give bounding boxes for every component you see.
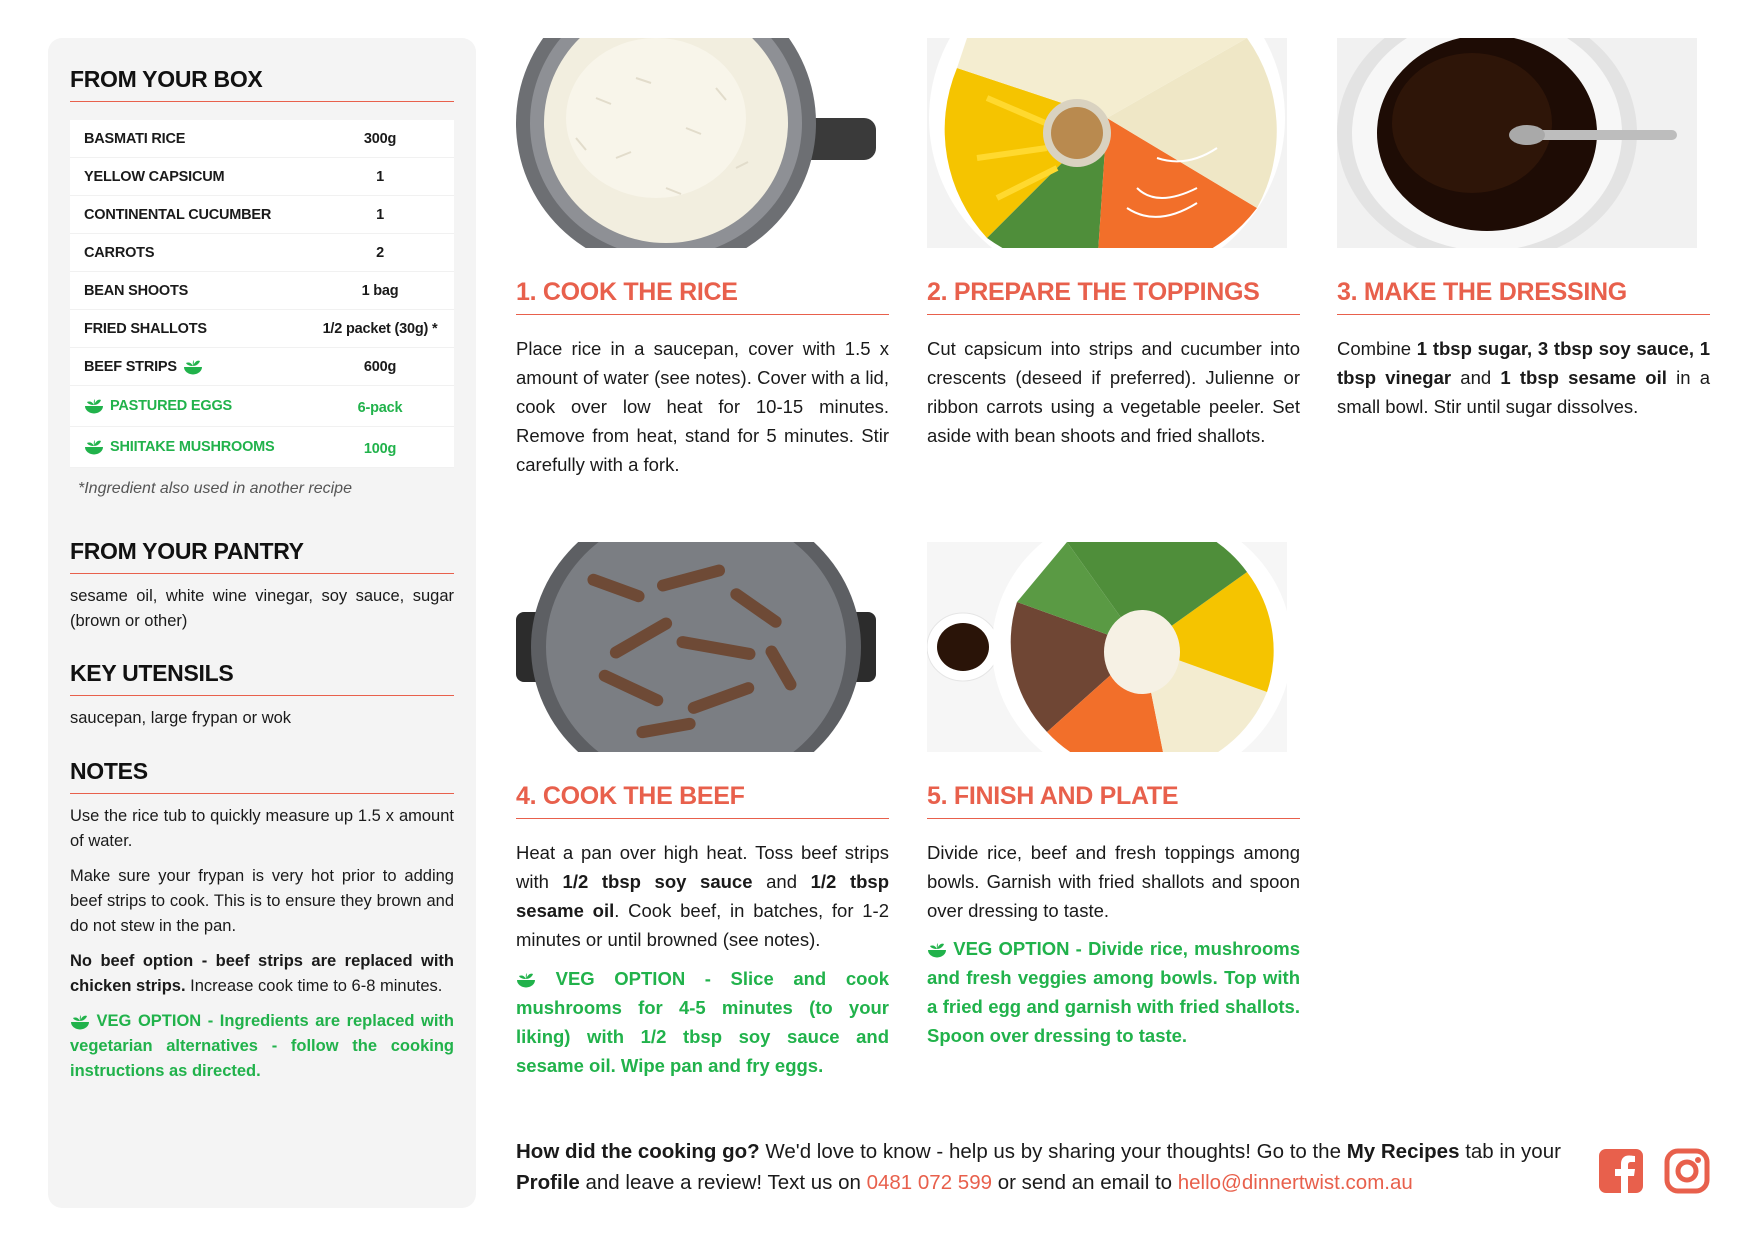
- ingredient-qty: 1/2 packet (30g) *: [322, 321, 438, 337]
- ingredient-qty: 600g: [363, 359, 397, 375]
- step-3-text-bold: 1 tbsp sugar, 3 tbsp soy sauce, 1 tbsp vinegar: [1337, 338, 1710, 388]
- ingredient-row: [70, 120, 454, 158]
- step-5-veg-option: [927, 934, 1300, 1050]
- step-3-text-part: Combine: [1337, 338, 1417, 359]
- step-1-title: 1. COOK THE RICE: [516, 278, 889, 315]
- pantry-list: sesame oil, white wine vinegar, soy sauce, sugar (brown or other): [70, 587, 454, 630]
- step-4-veg-text: VEG OPTION - Slice and cook mushrooms for 4-5 minutes (to your liking) with 1/2 tbsp soy sauce and sesame oil. Wipe pan and fry eggs.: [516, 968, 890, 1076]
- step-3-text-part: in a small bowl. Stir until sugar dissolves.: [1337, 367, 1711, 417]
- step-3-text-bold: 1 tbsp sesame oil: [1500, 367, 1667, 388]
- veg-bowl-icon: [183, 359, 203, 375]
- step-1-text: Place rice in a saucepan, cover with 1.5 x amount of water (see notes). Cover with a lid, cook over low heat for 10-15 minutes. Remove from heat, stand for 5 minutes. Stir carefully with a fork.: [516, 338, 889, 475]
- note-no-beef-bold: No beef option - beef strips are replaced with chicken strips.: [70, 952, 454, 995]
- feedback-message: [516, 1136, 1576, 1198]
- ingredient-name: BEEF STRIPS: [84, 359, 177, 375]
- from-your-pantry-title: FROM YOUR PANTRY: [70, 538, 454, 574]
- ingredient-name: CONTINENTAL CUCUMBER: [84, 207, 272, 223]
- ingredient-name: SHIITAKE MUSHROOMS: [110, 439, 275, 455]
- ingredients-panel: [48, 38, 476, 1208]
- instagram-icon[interactable]: [1664, 1148, 1710, 1194]
- ingredient-row: [70, 272, 454, 310]
- ingredient-row-veg: [70, 427, 454, 468]
- phone-link[interactable]: 0481 072 599: [866, 1171, 992, 1194]
- from-your-box-title: FROM YOUR BOX: [70, 66, 454, 102]
- ingredient-name: YELLOW CAPSICUM: [84, 169, 225, 185]
- veg-bowl-icon: [516, 972, 536, 988]
- step-4-title: 4. COOK THE BEEF: [516, 782, 889, 819]
- step-3-text: [1337, 334, 1710, 421]
- step-4-text-bold: 1/2 tbsp soy sauce: [562, 871, 753, 892]
- feedback-text: and leave a review! Text us on: [579, 1171, 867, 1194]
- ingredient-qty: 1 bag: [361, 283, 399, 299]
- photo-toppings: [927, 38, 1287, 248]
- photo-finish-plate: [927, 542, 1287, 752]
- step-4-text-part: . Cook beef, in batches, for 1-2 minutes or until browned (see notes).: [516, 900, 889, 950]
- ingredient-qty: 2: [376, 245, 384, 261]
- ingredient-name: BASMATI RICE: [84, 131, 186, 147]
- ingredient-row: [70, 196, 454, 234]
- step-2-title: 2. PREPARE THE TOPPINGS: [927, 278, 1300, 315]
- veg-bowl-icon: [84, 439, 104, 455]
- feedback-text: or send an email to: [992, 1171, 1178, 1194]
- key-utensils-title: KEY UTENSILS: [70, 660, 454, 696]
- note-frypan: Make sure your frypan is very hot prior to adding beef strips to cook. This is to ensure they brown and do not stew in the pan.: [70, 867, 454, 935]
- feedback-text: tab in your: [1459, 1140, 1561, 1163]
- utensils-list: saucepan, large frypan or wok: [70, 709, 292, 727]
- ingredient-name: PASTURED EGGS: [110, 398, 233, 414]
- note-rice: Use the rice tub to quickly measure up 1.5 x amount of water.: [70, 807, 454, 850]
- feedback-question: How did the cooking go?: [516, 1140, 760, 1163]
- step-5-text: Divide rice, beef and fresh toppings among bowls. Garnish with fried shallots and spoon over dressing to taste.: [927, 842, 1300, 921]
- ingredient-row: [70, 310, 454, 348]
- ingredient-qty: 1: [376, 169, 384, 185]
- ingredient-qty: 100g: [363, 441, 397, 457]
- step-3-text-part: and: [1451, 367, 1501, 388]
- note-veg-text: VEG OPTION - Ingredients are replaced with vegetarian alternatives - follow the cooking instructions as directed.: [70, 1012, 454, 1080]
- ingredient-name: BEAN SHOOTS: [84, 283, 189, 299]
- facebook-icon[interactable]: [1598, 1148, 1644, 1194]
- ingredient-row-veg: [70, 386, 454, 427]
- step-4-text-bold: 1/2 tbsp sesame oil: [516, 871, 889, 921]
- step-5-veg-text: VEG OPTION - Divide rice, mushrooms and fresh veggies among bowls. Top with a fried egg and garnish with fried shallots. Spoon over dressing to taste.: [927, 938, 1300, 1046]
- ingredient-name: FRIED SHALLOTS: [84, 321, 207, 337]
- step-4-text: [516, 838, 889, 954]
- step-4-text-part: Heat a pan over high heat. Toss beef strips with: [516, 842, 889, 892]
- step-3-title: 3. MAKE THE DRESSING: [1337, 278, 1710, 315]
- ingredient-row: [70, 348, 454, 386]
- ingredient-qty: 6-pack: [357, 400, 403, 416]
- veg-bowl-icon: [70, 1014, 90, 1030]
- ingredient-qty: 300g: [363, 131, 397, 147]
- veg-bowl-icon: [84, 398, 104, 414]
- ingredient-row: [70, 158, 454, 196]
- my-recipes-label: My Recipes: [1346, 1140, 1460, 1163]
- email-link[interactable]: hello@dinnertwist.com.au: [1177, 1171, 1413, 1194]
- note-no-beef: [70, 949, 454, 999]
- ingredient-name: CARROTS: [84, 245, 155, 261]
- ingredient-footnote: *Ingredient also used in another recipe: [78, 480, 352, 497]
- note-no-beef-rest: Increase cook time to 6-8 minutes.: [185, 977, 443, 995]
- step-5-title: 5. FINISH AND PLATE: [927, 782, 1300, 819]
- photo-cook-beef: [516, 542, 876, 752]
- step-4-veg-option: [516, 964, 889, 1080]
- photo-cook-rice: [516, 38, 876, 248]
- veg-bowl-icon: [927, 942, 947, 958]
- notes-title: NOTES: [70, 758, 454, 794]
- note-veg-option: [70, 1009, 454, 1084]
- step-4-text-part: and: [752, 871, 811, 892]
- ingredient-qty: 1: [376, 207, 384, 223]
- photo-dressing: [1337, 38, 1697, 248]
- step-2-text: Cut capsicum into strips and cucumber into crescents (deseed if preferred). Julienne or ribbon carrots using a vegetable peeler. Set aside with bean shoots and fried shallots.: [927, 338, 1300, 446]
- ingredient-row: [70, 234, 454, 272]
- feedback-text: We'd love to know - help us by sharing your thoughts! Go to the: [759, 1140, 1347, 1163]
- profile-label: Profile: [516, 1171, 580, 1194]
- ingredients-table: [70, 120, 454, 468]
